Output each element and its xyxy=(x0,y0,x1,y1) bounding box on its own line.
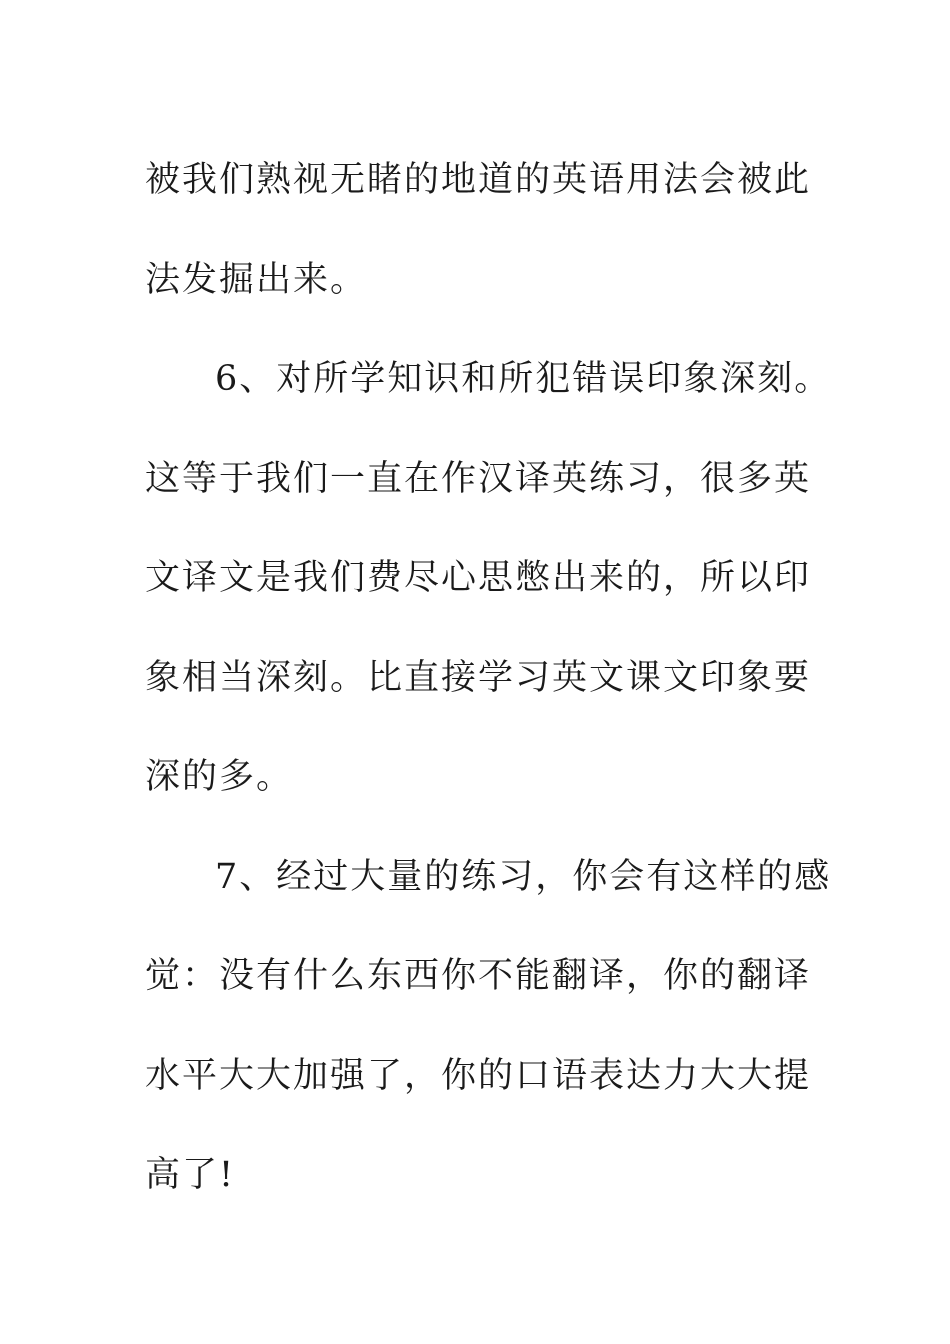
text-line-4: 这等于我们一直在作汉译英练习，很多英 xyxy=(145,458,812,499)
text-line-5: 文译文是我们费尽心思憋出来的，所以印 xyxy=(145,558,812,598)
text-line-1: 被我们熟视无睹的地道的英语用法会被此 xyxy=(145,160,812,200)
text-line-2: 法发掘出来。 xyxy=(145,259,368,300)
text-line-9: 觉：没有什么东西你不能翻译，你的翻译 xyxy=(145,956,812,996)
body-text xyxy=(145,131,832,1226)
text-line-7: 深的多。 xyxy=(145,757,294,797)
text-line-11: 高了! xyxy=(145,1155,236,1195)
paragraph-6-start: 6、对所学知识和所犯错误印象深刻。 xyxy=(215,359,832,399)
text-line-6: 象相当深刻。比直接学习英文课文印象要 xyxy=(145,657,812,698)
paragraph-7-start: 7、经过大量的练习，你会有这样的感 xyxy=(215,856,832,897)
text-line-10: 水平大大加强了，你的口语表达力大大提 xyxy=(145,1055,812,1096)
